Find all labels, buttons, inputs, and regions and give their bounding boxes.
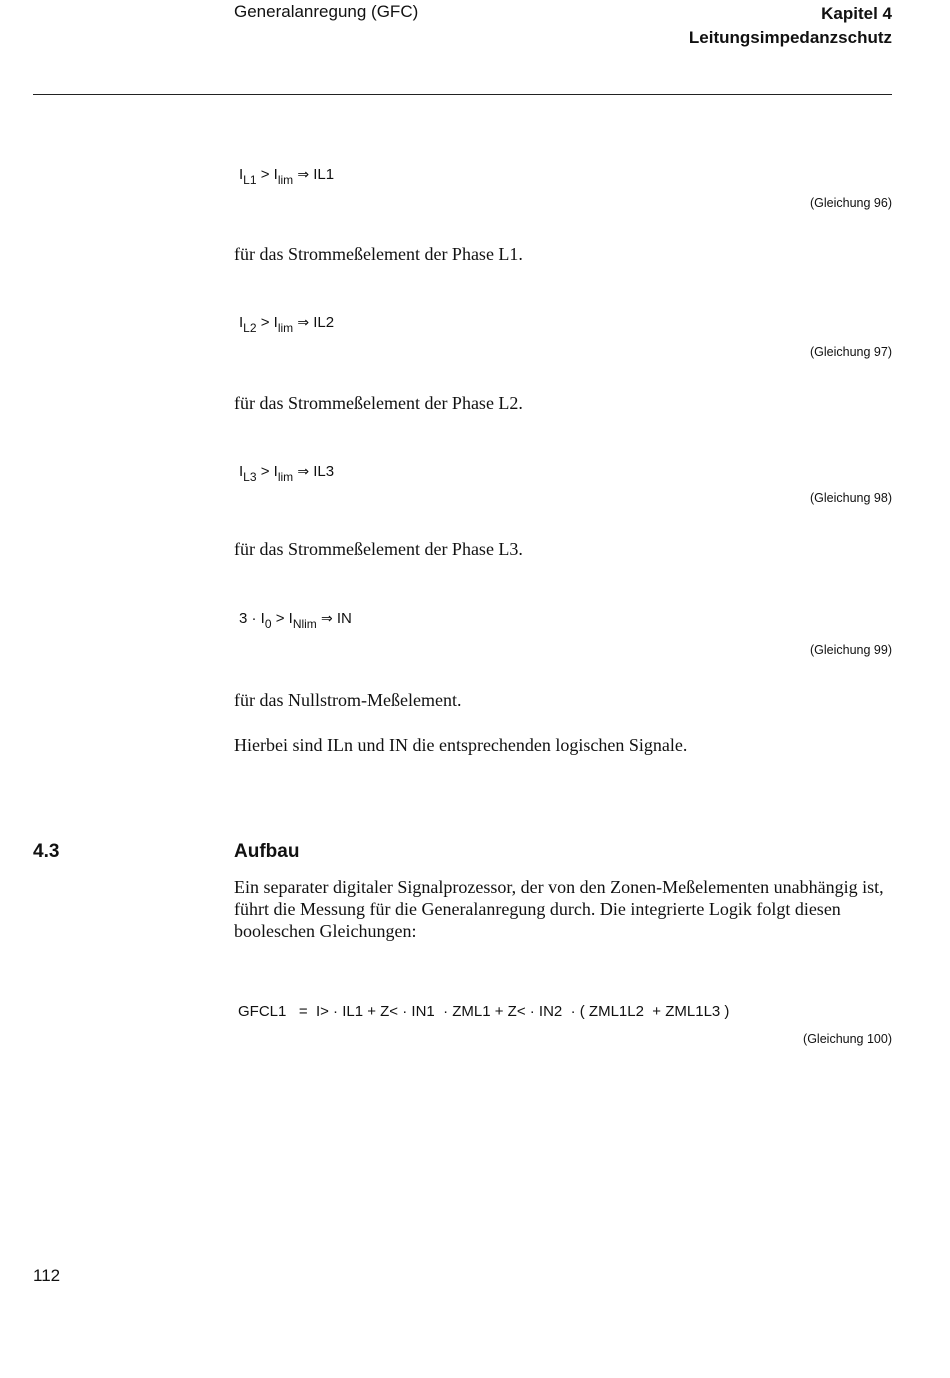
- equation-96: [239, 166, 335, 187]
- operator: >: [260, 463, 270, 480]
- running-header-title: Generalanregung (GFC): [234, 2, 419, 21]
- equation-98: [239, 463, 335, 484]
- page-number: 112: [33, 1266, 61, 1285]
- zero-sequence-current: 3 · I: [239, 610, 265, 627]
- implies-arrow: ⇒: [297, 464, 310, 480]
- operator: >: [260, 314, 270, 331]
- section-number: 4.3: [33, 841, 60, 862]
- header-divider: [33, 94, 892, 95]
- equation-caption: für das Nullstrom-Meßelement.: [234, 690, 462, 710]
- current-symbol: I: [239, 314, 244, 331]
- current-symbol: I: [239, 463, 244, 480]
- boolean-equation: GFCL1 = I> · IL1 + Z< · IN1 · ZML1 + Z< · IN2 · ( ZML1L2 + ZML1L3 ): [238, 1003, 730, 1020]
- equation-99: [239, 610, 352, 631]
- signals-note: Hierbei sind ILn und IN die entsprechenden logischen Signale.: [234, 735, 688, 755]
- operator: >: [275, 610, 285, 627]
- limit-symbol: I: [288, 610, 293, 627]
- limit-subscript: lim: [277, 470, 294, 484]
- equation-number: (Gleichung 96): [810, 196, 892, 210]
- equation-97: [239, 314, 335, 335]
- implies-arrow: ⇒: [320, 611, 333, 627]
- section-body: Ein separater digitaler Signalprozessor, der von den Zonen-Meßelementen unabhängig ist, führt die Messung für die Generalanregung durch. Die integrierte Logik folgt diesen booleschen Gleichungen:: [234, 877, 884, 941]
- signal-result: IL3: [313, 463, 335, 480]
- equation-caption: für das Strommeßelement der Phase L2.: [234, 393, 523, 413]
- signal-result: IL2: [313, 314, 335, 331]
- section-title: Aufbau: [234, 841, 300, 862]
- implies-arrow: ⇒: [297, 167, 310, 183]
- current-subscript: 0: [264, 617, 272, 631]
- limit-symbol: I: [273, 463, 278, 480]
- equation-number: (Gleichung 97): [810, 345, 892, 359]
- chapter-heading: [689, 2, 892, 50]
- limit-subscript: lim: [277, 173, 294, 187]
- limit-subscript: Nlim: [292, 617, 317, 631]
- current-subscript: L1: [243, 173, 257, 187]
- limit-symbol: I: [273, 314, 278, 331]
- operator: >: [260, 166, 270, 183]
- current-subscript: L2: [243, 321, 257, 335]
- chapter-title: Leitungsimpedanzschutz: [688, 28, 892, 47]
- equation-caption: für das Strommeßelement der Phase L1.: [234, 244, 523, 264]
- signal-result: IL1: [313, 166, 335, 183]
- chapter-number: Kapitel 4: [821, 4, 892, 23]
- equation-number: (Gleichung 98): [810, 491, 892, 505]
- current-symbol: I: [239, 166, 244, 183]
- current-subscript: L3: [243, 470, 257, 484]
- equation-caption: für das Strommeßelement der Phase L3.: [234, 539, 523, 559]
- limit-symbol: I: [273, 166, 278, 183]
- implies-arrow: ⇒: [297, 315, 310, 331]
- limit-subscript: lim: [277, 321, 294, 335]
- equation-number: (Gleichung 99): [810, 643, 892, 657]
- signal-result: IN: [336, 610, 352, 627]
- equation-number: (Gleichung 100): [803, 1032, 892, 1046]
